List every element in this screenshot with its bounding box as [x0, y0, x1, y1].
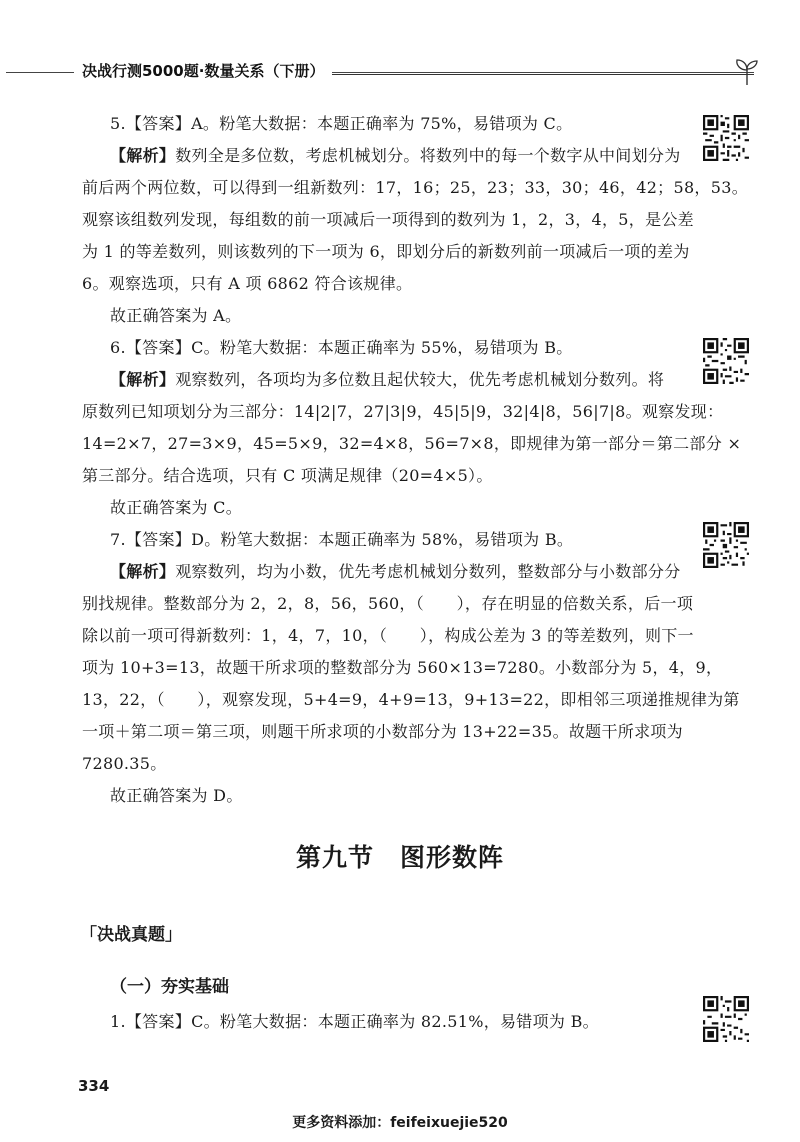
analysis-line: 【解析】观察数列，均为小数，优先考虑机械划分数列，整数部分与小数部分分 — [110, 562, 681, 581]
analysis-line: 为 1 的等差数列，则该数列的下一项为 6，即划分后的新数列前一项减后一项的差为 — [82, 242, 690, 261]
answer-line-q6: 6.【答案】C。粉笔大数据：本题正确率为 55%，易错项为 B。 — [110, 338, 573, 357]
analysis-line: 【解析】数列全是多位数，考虑机械划分。将数列中的每一个数字从中间划分为 — [110, 146, 681, 165]
qr-code-icon[interactable] — [703, 338, 749, 384]
conclusion-line-q7: 故正确答案为 D。 — [110, 786, 243, 805]
answer-line-q5: 5.【答案】A。粉笔大数据：本题正确率为 75%，易错项为 C。 — [110, 114, 573, 133]
running-header — [0, 58, 800, 88]
analysis-line: 13，22，（ ），观察发现，5+4=9，4+9=13，9+13=22，即相邻三项递推规律为第 — [82, 690, 740, 709]
qr-code-icon[interactable] — [703, 996, 749, 1042]
section-title: 第九节 图形数阵 — [295, 843, 504, 872]
analysis-line: 第三部分。结合选项，只有 C 项满足规律（20=4×5）。 — [82, 466, 493, 485]
page-number: 334 — [78, 1077, 110, 1095]
analysis-line: 前后两个两位数，可以得到一组新数列：17，16；25，23；33，30；46，42；58，53。 — [82, 178, 748, 197]
analysis-line: 观察该组数列发现，每组数的前一项减后一项得到的数列为 1，2，3，4，5，是公差 — [82, 210, 694, 229]
qr-code-icon[interactable] — [703, 522, 749, 568]
analysis-line: 除以前一项可得新数列：1，4，7，10，（ ），构成公差为 3 的等差数列，则下一 — [82, 626, 694, 645]
analysis-line: 7280.35。 — [82, 754, 167, 773]
conclusion-line-q6: 故正确答案为 C。 — [110, 498, 243, 517]
analysis-line: 一项＋第二项＝第三项，则题干所求项的小数部分为 13+22=35。故题干所求项为 — [82, 722, 683, 741]
answer-line-q1: 1.【答案】C。粉笔大数据：本题正确率为 82.51%，易错项为 B。 — [110, 1012, 599, 1031]
analysis-line: 14=2×7，27=3×9，45=5×9，32=4×8，56=7×8，即规律为第一部分＝第二部分 × — [82, 434, 742, 453]
answer-line-q7: 7.【答案】D。粉笔大数据：本题正确率为 58%，易错项为 B。 — [110, 530, 574, 549]
exam-questions-heading: 「决战真题」 — [80, 925, 182, 945]
analysis-line: 项为 10+3=13，故题干所求项的整数部分为 560×13=7280。小数部分为 5，4，9， — [82, 658, 723, 677]
subsection-heading: （一）夯实基础 — [110, 977, 229, 997]
analysis-line: 6。观察选项，只有 A 项 6862 符合该规律。 — [82, 274, 413, 293]
analysis-line: 【解析】观察数列，各项均为多位数且起伏较大，优先考虑机械划分数列。将 — [110, 370, 665, 389]
conclusion-line-q5: 故正确答案为 A。 — [110, 306, 242, 325]
analysis-line: 别找规律。整数部分为 2，2，8，56，560，（ ），存在明显的倍数关系，后一项 — [82, 594, 694, 613]
qr-code-icon[interactable] — [703, 115, 749, 161]
header-title: 决战行测5000题·数量关系（下册） — [74, 60, 332, 81]
sprout-icon — [734, 58, 760, 86]
analysis-line: 原数列已知项划分为三部分：14|2|7，27|3|9，45|5|9，32|4|8，56|7|8。观察发现： — [82, 402, 724, 421]
header-rule-right — [320, 74, 754, 75]
footer-note: 更多资料添加：feifeixuejie520 — [292, 1115, 508, 1131]
